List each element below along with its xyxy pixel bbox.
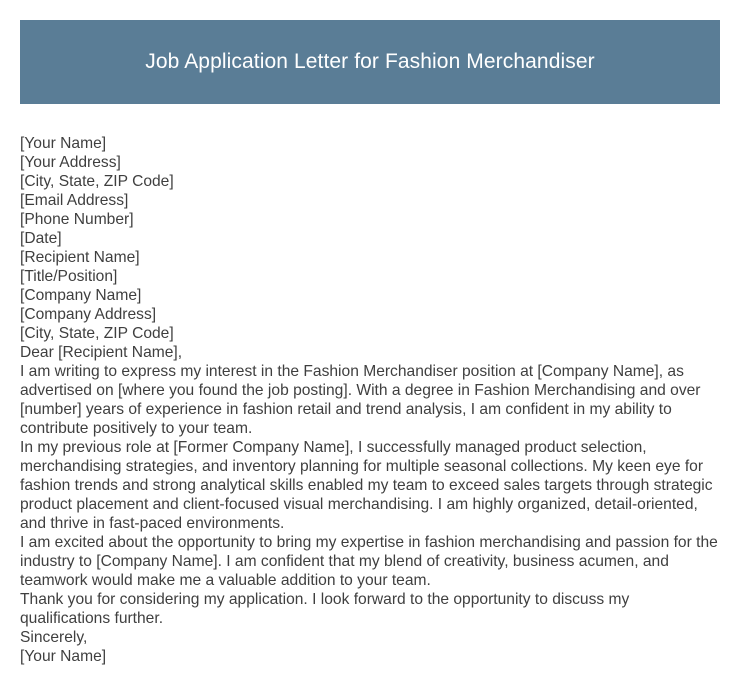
sender-email: [Email Address] — [20, 192, 129, 209]
recipient-name: [Recipient Name] — [20, 249, 140, 266]
paragraph-motivation: I am excited about the opportunity to bring my expertise in fashion merchandising and passion for the industry to [Company Name]. I am confident that my blend of creativity, business acumen, and teamwork would make me a valuable addition to your team. — [20, 534, 718, 589]
recipient-address: [Company Address] — [20, 306, 157, 323]
sender-phone: [Phone Number] — [20, 211, 134, 228]
letter-header-banner — [20, 20, 720, 104]
recipient-city-state-zip: [City, State, ZIP Code] — [20, 325, 174, 342]
letter-body — [20, 134, 722, 666]
signature: [Your Name] — [20, 648, 107, 665]
salutation: Dear [Recipient Name], — [20, 344, 183, 361]
recipient-title: [Title/Position] — [20, 268, 118, 285]
sender-city-state-zip: [City, State, ZIP Code] — [20, 173, 174, 190]
sender-address: [Your Address] — [20, 154, 121, 171]
sender-name: [Your Name] — [20, 135, 107, 152]
paragraph-experience: In my previous role at [Former Company Name], I successfully managed product selection, merchandising strategies, and inventory planning for multiple seasonal collections. My keen eye for fashion trends and strong analytical skills enabled my team to exceed sales targets through strategic product placement and client-focused visual merchandising. I am highly organized, detail-oriented, and thrive in fast-paced environments. — [20, 439, 713, 532]
paragraph-intro: I am writing to express my interest in the Fashion Merchandiser position at [Company Name], as advertised on [where you found the job posting]. With a degree in Fashion Merchandising and over [number] years of experience in fashion retail and trend analysis, I am confident in my ability to contribute positively to your team. — [20, 363, 701, 437]
paragraph-thanks: Thank you for considering my application. I look forward to the opportunity to discuss my qualifications further. — [20, 591, 630, 627]
letter-date: [Date] — [20, 230, 62, 247]
closing: Sincerely, — [20, 629, 88, 646]
recipient-company: [Company Name] — [20, 287, 142, 304]
page-title: Job Application Letter for Fashion Merchandiser — [145, 50, 595, 73]
